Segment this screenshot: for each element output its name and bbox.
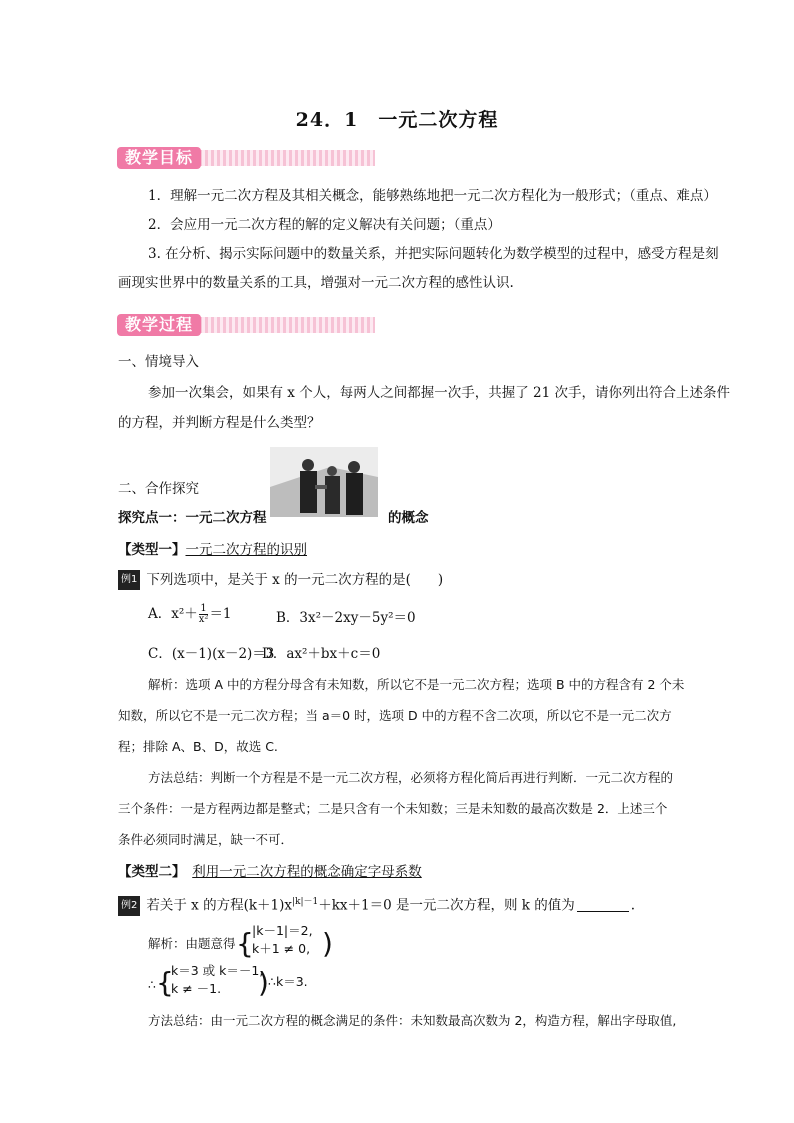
option-a-post: ＝1 bbox=[209, 606, 232, 622]
fraction-num: 1 bbox=[200, 603, 207, 614]
analysis1-line2: 知数，所以它不是一元二次方程；当 a＝0 时，选项 D 中的方程不含二次项，所以它不是一元二次方 bbox=[118, 708, 672, 723]
therefore-symbol: ∴ bbox=[148, 977, 156, 992]
option-a-fraction bbox=[199, 604, 209, 625]
option-d: D．ax²＋bx＋c＝0 bbox=[262, 646, 381, 662]
type1-name: 一元二次方程的识别 bbox=[185, 542, 307, 558]
section2-heading: 二、合作探究 bbox=[118, 481, 199, 497]
example1-badge: 例1 bbox=[118, 570, 140, 590]
banner-stripe bbox=[187, 150, 375, 166]
example2-exponent: |k|－1 bbox=[292, 897, 319, 907]
system1-eq2: k＋1 ≠ 0, bbox=[252, 941, 311, 956]
section1-line2: 的方程，并判断方程是什么类型？ bbox=[118, 415, 321, 431]
option-a bbox=[148, 604, 232, 625]
goals-banner-label: 教学目标 bbox=[117, 147, 201, 169]
type2-heading bbox=[118, 862, 422, 882]
type2-name: 利用一元二次方程的概念确定字母系数 bbox=[192, 864, 422, 880]
option-b: B．3x²－2xy－5y²＝0 bbox=[276, 610, 416, 626]
section1-heading: 一、情境导入 bbox=[118, 354, 199, 370]
fraction-den: x² bbox=[198, 614, 209, 625]
type1-heading bbox=[118, 540, 307, 560]
goal-2: 2．会应用一元二次方程的解的定义解决有关问题；（重点） bbox=[148, 217, 501, 233]
summary1-line2: 三个条件：一是方程两边都是整式；二是只含有一个未知数；三是未知数的最高次数是 2．上述三个 bbox=[118, 801, 668, 816]
example1-text: 下列选项中，是关于 x 的一元二次方程的是( ) bbox=[146, 572, 444, 588]
summary2-line1: 方法总结：由一元二次方程的概念满足的条件：未知数最高次数为 2，构造方程，解出字母取值, bbox=[148, 1013, 677, 1028]
type2-label: 【类型二】 bbox=[118, 864, 179, 880]
system1-brace: { bbox=[236, 927, 254, 960]
analysis1-line3: 程；排除 A、B、D，故选 C. bbox=[118, 739, 278, 754]
example2-badge: 例2 bbox=[118, 896, 140, 916]
section1-line1: 参加一次集会，如果有 x 个人，每两人之间都握一次手，共握了 21 次手，请你列出符合上述条件 bbox=[148, 385, 730, 401]
analysis2-label: 解析：由题意得 bbox=[148, 936, 236, 951]
type1-label: 【类型一】 bbox=[118, 542, 186, 558]
handshake-photo-icon bbox=[270, 447, 378, 517]
system2-eq2: k ≠ －1. bbox=[171, 981, 222, 996]
goals-banner bbox=[117, 147, 375, 169]
process-banner-label: 教学过程 bbox=[117, 314, 201, 336]
example1-question bbox=[118, 570, 443, 590]
option-a-pre: A．x²＋ bbox=[148, 606, 198, 622]
option-c: C．(x－1)(x－2)＝3 bbox=[148, 646, 275, 662]
page-title: 24．1 一元二次方程 bbox=[295, 109, 499, 131]
system1-close: ) bbox=[322, 927, 333, 960]
handshake-photo bbox=[270, 447, 378, 517]
system2-eq1: k＝3 或 k＝－1, bbox=[171, 963, 264, 978]
example2-text-post: ＋kx＋1＝0 是一元二次方程，则 k 的值为 bbox=[318, 897, 575, 914]
answer-blank bbox=[577, 897, 629, 912]
system1-eq1: |k－1|＝2, bbox=[252, 923, 313, 938]
example2-text-pre: 若关于 x 的方程(k＋1)x bbox=[146, 897, 292, 914]
analysis1-line1: 解析：选项 A 中的方程分母含有未知数，所以它不是一元二次方程；选项 B 中的方程含有 2 个未 bbox=[148, 677, 685, 692]
banner-stripe bbox=[187, 317, 375, 333]
goal-3: 3. 在分析、揭示实际问题中的数量关系，并把实际问题转化为数学模型的过程中，感受方程是刻 bbox=[148, 246, 719, 262]
explore-point-suffix: 的概念 bbox=[388, 510, 429, 526]
system2-brace: { bbox=[156, 966, 174, 999]
explore-point-prefix: 探究点一：一元二次方程 bbox=[118, 510, 267, 526]
example2-question: 例2 若关于 x 的方程$(k+1)x^{|k|-1}+kx+1=0$ 是一元二次方程，则 k 的值为 . bbox=[118, 892, 635, 916]
goal-3-cont: 画现实世界中的数量关系的工具，增强对一元二次方程的感性认识. bbox=[118, 275, 514, 291]
process-banner bbox=[117, 314, 375, 336]
goal-1: 1．理解一元二次方程及其相关概念，能够熟练地把一元二次方程化为一般形式；（重点、难点） bbox=[148, 188, 717, 204]
summary1-line1: 方法总结：判断一个方程是不是一元二次方程，必须将方程化简后再进行判断．一元二次方程的 bbox=[148, 770, 674, 785]
result: ∴k＝3. bbox=[268, 974, 308, 989]
system2-close: ) bbox=[258, 966, 269, 999]
summary1-line3: 条件必须同时满足，缺一不可． bbox=[118, 832, 294, 847]
